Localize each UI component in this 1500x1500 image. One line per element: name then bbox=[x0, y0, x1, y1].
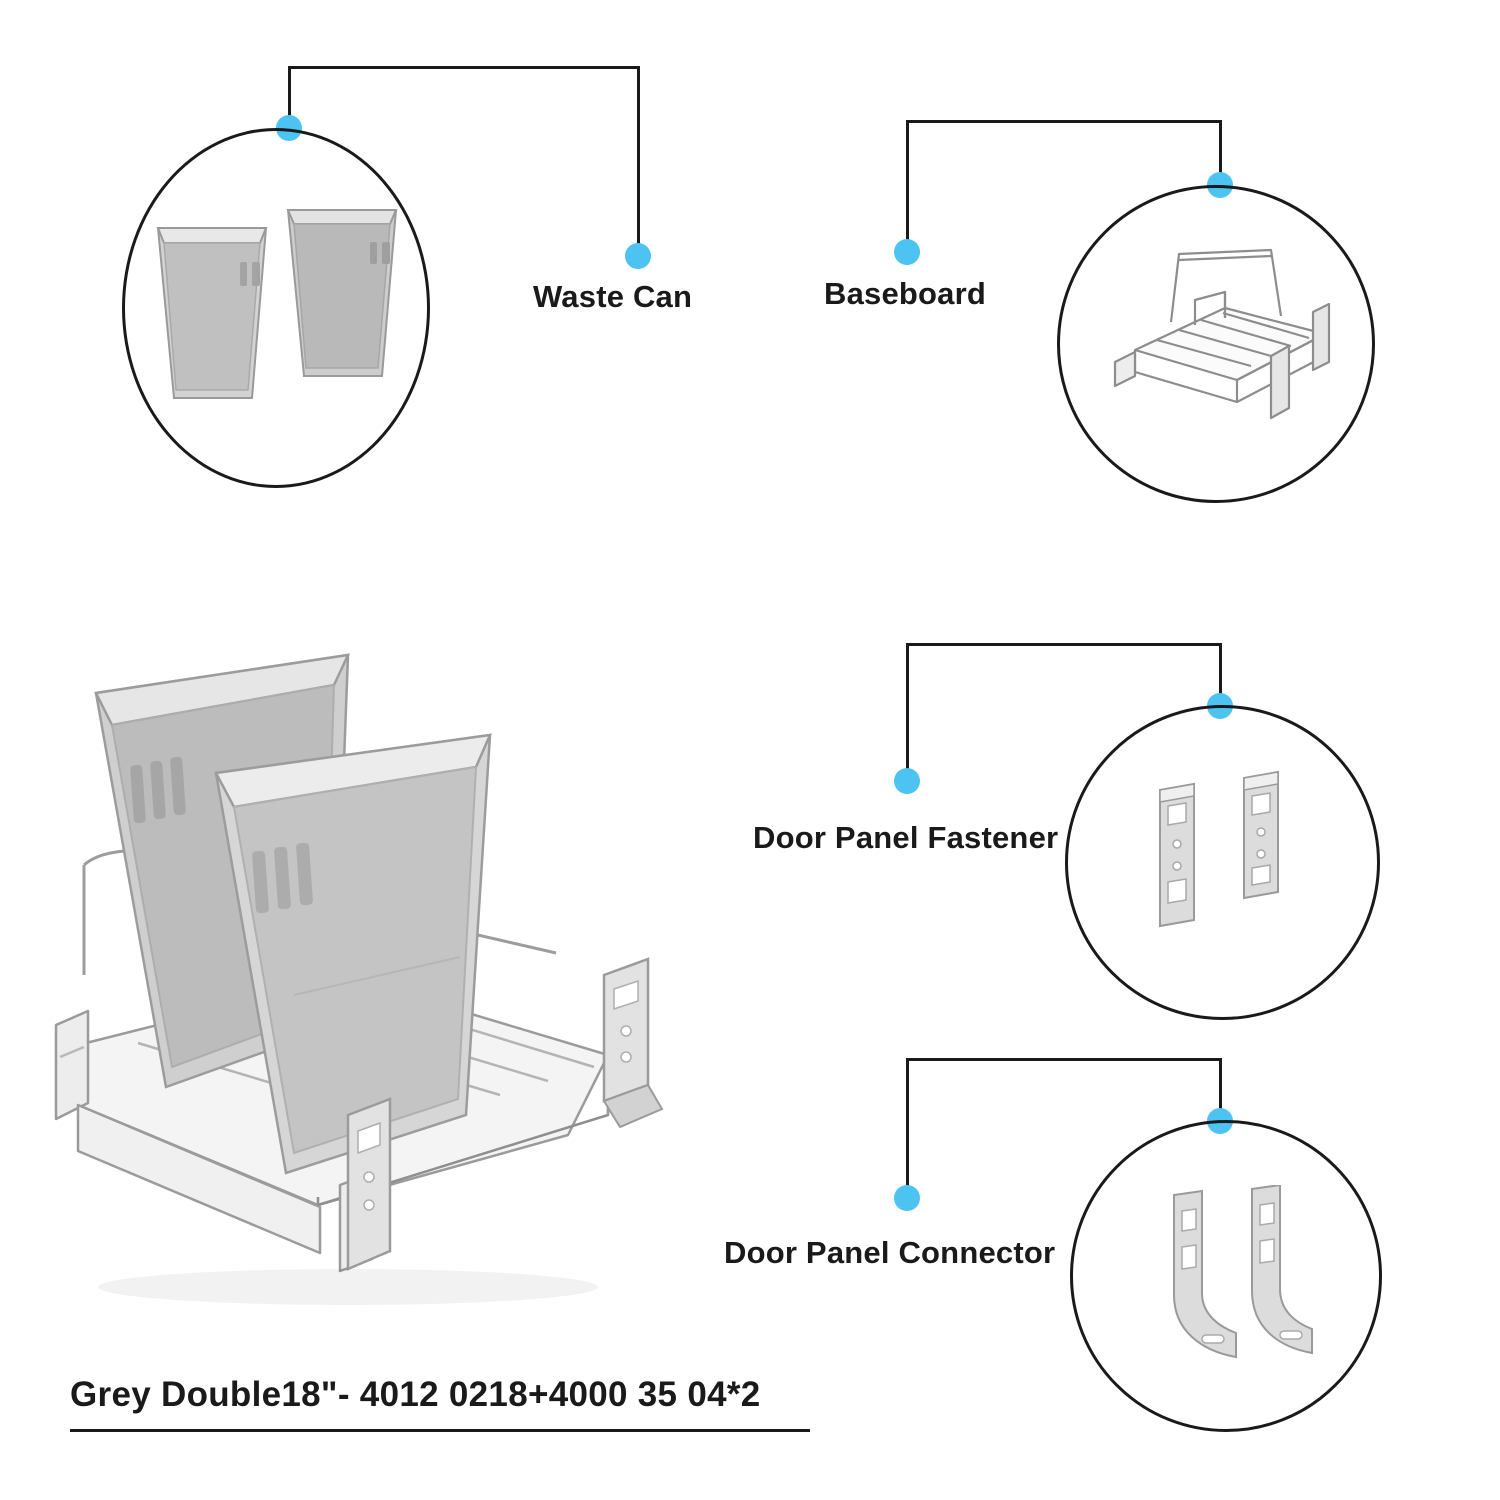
connector-leader-vertical-right bbox=[1219, 1058, 1222, 1114]
waste-can-illustration bbox=[138, 180, 418, 450]
door-panel-connector-illustration bbox=[1140, 1185, 1330, 1385]
baseboard-label: Baseboard bbox=[824, 276, 987, 311]
connector-dot-label bbox=[894, 1185, 920, 1211]
product-caption bbox=[70, 1375, 830, 1432]
baseboard-leader-vertical-left bbox=[906, 120, 909, 242]
connector-leader-horizontal bbox=[906, 1058, 1222, 1061]
baseboard-dot-label bbox=[894, 239, 920, 265]
fastener-leader-vertical-right bbox=[1219, 643, 1222, 699]
baseboard-leader-vertical-right bbox=[1219, 120, 1222, 178]
waste-can-leader-vertical-right bbox=[637, 66, 640, 246]
assembled-pull-out-waste-unit bbox=[48, 575, 728, 1335]
fastener-leader-vertical-left bbox=[906, 643, 909, 771]
waste-can-dot-label bbox=[625, 243, 651, 269]
product-caption-text: Grey Double18"- 4012 0218+4000 35 04*2 bbox=[70, 1375, 761, 1414]
waste-can-leader-horizontal bbox=[288, 66, 640, 69]
door-panel-connector-label: Door Panel Connector bbox=[724, 1235, 1056, 1270]
door-panel-fastener-illustration bbox=[1140, 770, 1320, 970]
fastener-leader-horizontal bbox=[906, 643, 1222, 646]
baseboard-illustration bbox=[1075, 230, 1365, 460]
connector-leader-vertical-left bbox=[906, 1058, 909, 1188]
caption-underline bbox=[70, 1429, 810, 1432]
door-panel-fastener-label: Door Panel Fastener bbox=[753, 820, 1059, 855]
waste-can-label: Waste Can bbox=[533, 279, 693, 314]
baseboard-leader-horizontal bbox=[906, 120, 1222, 123]
fastener-dot-label bbox=[894, 768, 920, 794]
